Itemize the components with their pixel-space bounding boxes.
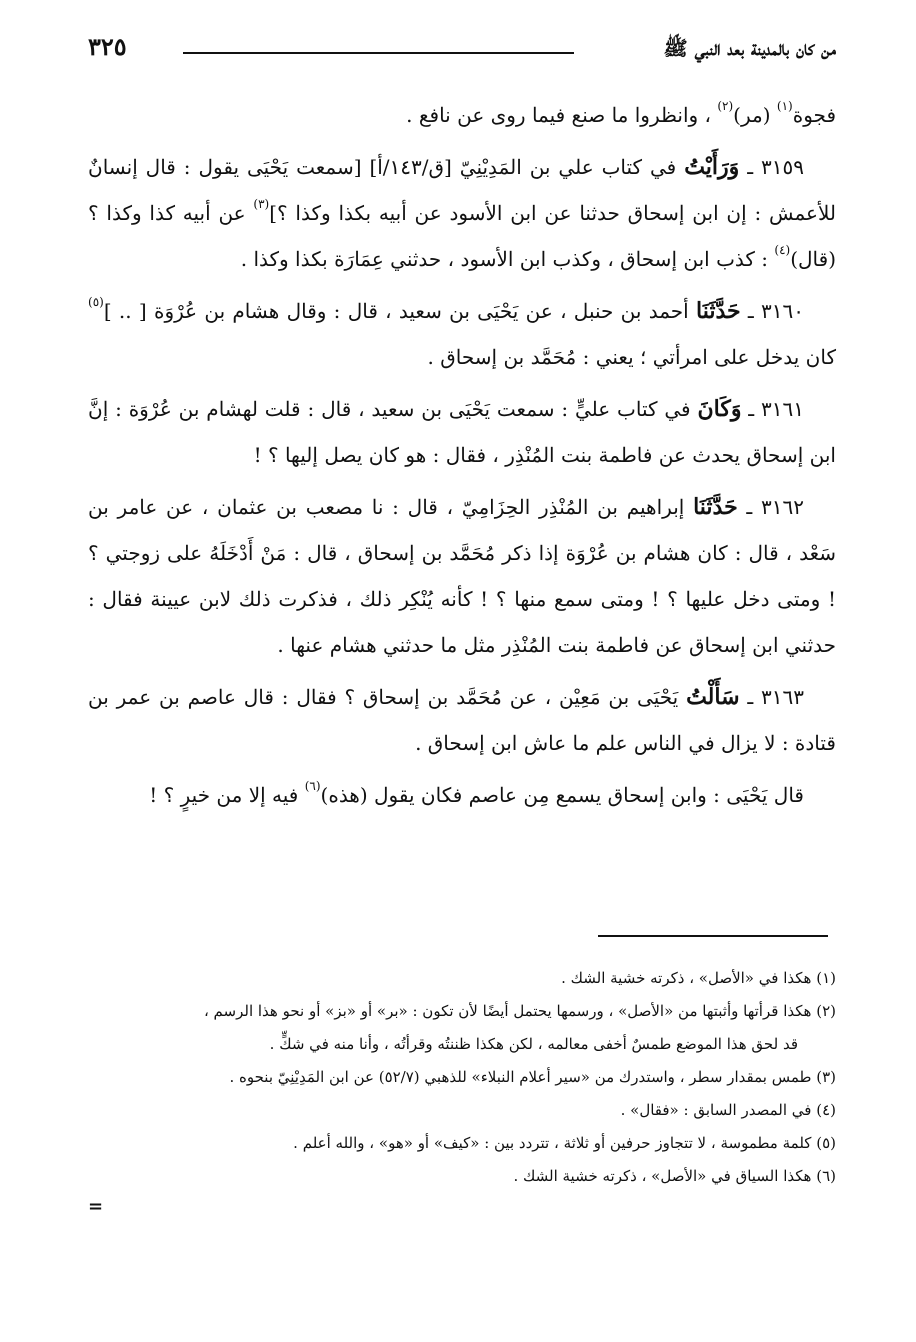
paragraph-text: في كتاب علي بن المَدِيْنِيّ [ق/١٤٣/أ] [سمعت يَحْيَى يقول : قال إنسانٌ للأعمش : إن ابن إسحاق حدثنا عن ابن الأسود عن أبيه بكذا وكذا ؟]	[88, 155, 836, 225]
header-rule	[183, 52, 574, 54]
entry-keyword: حَدَّثَنَا	[693, 494, 738, 520]
footnote-reference: (٤)	[774, 243, 791, 257]
entry-keyword: سَأَلْتُ	[686, 684, 740, 710]
paragraph-text: قال يَحْيَى : وابن إسحاق يسمع مِن عاصم فكان يقول (هذه)	[320, 783, 804, 807]
footnote-text: في المصدر السابق : «فقال» .	[620, 1101, 812, 1119]
continuation-mark: =	[88, 1196, 104, 1217]
paragraph-text: فيه إلا من خيرٍ ؟ !	[149, 783, 305, 807]
footnote-number: (٤)	[816, 1101, 836, 1119]
footnotes	[88, 962, 836, 1193]
paragraph-text: : كذب ابن إسحاق ، وكذب ابن الأسود ، حدثني عِمَارَة بكذا وكذا .	[240, 247, 775, 271]
footnote-reference: (٢)	[717, 99, 734, 113]
paragraph-text: إبراهيم بن المُنْذِر الحِزَامِيّ ، قال : نا مصعب بن عثمان ، عن عامر بن سَعْد ، قال : كان هشام بن عُرْوَة إذا ذكر مُحَمَّد بن إسحاق ، قال : مَنْ أَدْخَلَهُ على زوجتي ؟ ! ومتى دخل عليها ؟ ! ومتى سمع منها ؟ ! كأنه يُنْكِر ذلك ، فذكرت ذلك لابن عيينة فقال : حدثني ابن إسحاق عن فاطمة بنت المُنْذِر مثل ما حدثني هشام عنها .	[88, 495, 837, 657]
paragraph-text: ٣١٦٣ ـ	[739, 685, 805, 709]
footnote-text: طمس بمقدار سطر ، واستدرك من «سير أعلام النبلاء» للذهبي (٥٢/٧) عن ابن المَدِيْنِيّ بنحوه .	[229, 1068, 812, 1086]
footnote-reference: (٣)	[253, 197, 270, 211]
paragraph	[88, 92, 836, 138]
footnote-number: (١)	[816, 969, 836, 987]
main-text	[88, 92, 836, 824]
footnote-number: (٢)	[816, 1002, 836, 1020]
entry-3159	[88, 144, 836, 282]
footnote-2	[88, 995, 836, 1061]
entry-keyword: وَكَانَ	[697, 396, 742, 422]
footnote-number: (٥)	[816, 1134, 836, 1152]
paragraph-text: في كتاب عليٍّ : سمعت يَحْيَى بن سعيد ، قال : قلت لهشام بن عُرْوَة : إنَّ ابن إسحاق يحدث عن فاطمة بنت المُنْذِر ، فقال : هو كان يصل إليها ؟ !	[88, 397, 836, 467]
footnote-rule	[598, 935, 828, 937]
entry-keyword: وَرَأَيْتُ	[684, 154, 740, 180]
footnote-3	[88, 1061, 836, 1094]
paragraph-text: أحمد بن حنبل ، عن يَحْيَى بن سعيد ، قال : وقال هشام بن عُرْوَة [ .. ]	[103, 299, 696, 323]
footnote-number: (٦)	[816, 1167, 836, 1185]
page-number: ٣٢٥	[88, 32, 127, 61]
paragraph-text: ٣١٦٠ ـ	[740, 299, 804, 323]
footnote-reference: (٥)	[88, 295, 104, 309]
entry-3162	[88, 484, 836, 668]
entry-closing	[88, 772, 836, 818]
footnote-5	[88, 1127, 836, 1160]
footnote-4	[88, 1094, 836, 1127]
footnote-text: كلمة مطموسة ، لا تتجاوز حرفين أو ثلاثة ، تتردد بين : «كيف» أو «هو» ، والله أعلم .	[293, 1134, 812, 1152]
footnote-reference: (١)	[776, 99, 793, 113]
paragraph-text: ٣١٦١ ـ	[741, 397, 804, 421]
footnote-text-continued: قد لحق هذا الموضع طمسٌ أخفى معالمه ، لكن هكذا ظننتُه وقرأتُه ، وأنا منه في شكٍّ .	[269, 1035, 798, 1053]
paragraph-text: فجوة	[792, 103, 836, 127]
footnote-6	[88, 1160, 836, 1193]
running-head: من كان بالمدينة بعد النبي ﷺ	[663, 36, 836, 60]
footnote-text: هكذا السياق في «الأصل» ، ذكرته خشية الشك .	[513, 1167, 812, 1185]
paragraph-text: ٣١٥٩ ـ	[739, 155, 804, 179]
entry-keyword: حَدَّثَنَا	[695, 298, 741, 324]
paragraph-text: ، وانظروا ما صنع فيما روى عن نافع .	[406, 103, 718, 127]
entry-3163	[88, 674, 836, 766]
entry-3160	[88, 288, 836, 380]
paragraph-text: (مر)	[733, 103, 777, 127]
entry-3161	[88, 386, 836, 478]
page-header	[88, 30, 836, 70]
paragraph-text: كان يدخل على امرأتي ؛ يعني : مُحَمَّد بن إسحاق .	[427, 345, 836, 369]
footnote-text: هكذا في «الأصل» ، ذكرته خشية الشك .	[561, 969, 812, 987]
footnote-1	[88, 962, 836, 995]
footnote-reference: (٦)	[304, 779, 321, 793]
paragraph-text: ٣١٦٢ ـ	[737, 495, 804, 519]
paragraph-text: عن أبيه كذا وكذا ؟ (قال)	[88, 201, 836, 271]
footnote-number: (٣)	[816, 1068, 836, 1086]
paragraph-text: يَحْيَى بن مَعِيْن ، عن مُحَمَّد بن إسحاق ؟ فقال : قال عاصم بن عمر بن قتادة : لا يزال في الناس علم ما عاش ابن إسحاق .	[88, 685, 836, 755]
footnote-text: هكذا قرأتها وأثبتها من «الأصل» ، ورسمها يحتمل أيضًا لأن تكون : «بر» أو «بز» أو نحو هذا الرسم ،	[203, 1002, 812, 1020]
